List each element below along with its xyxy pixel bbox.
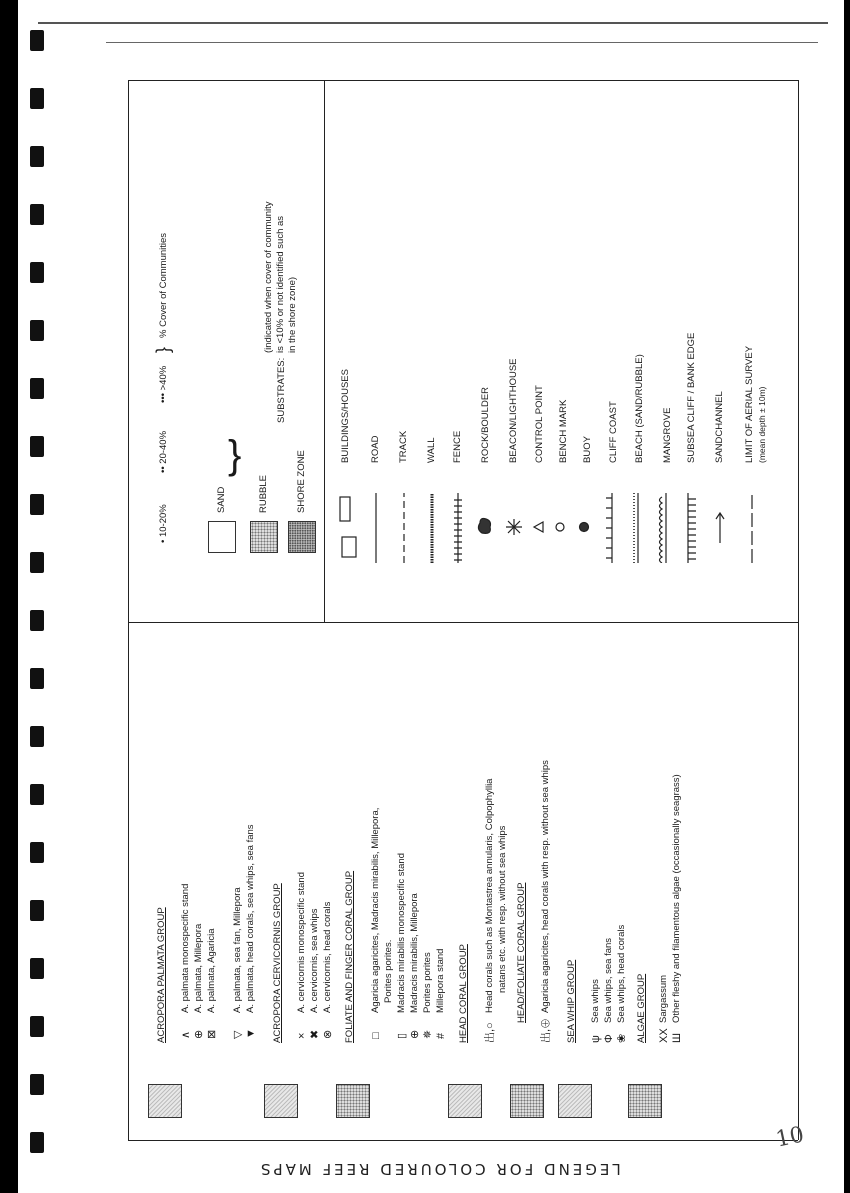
cover-10-20: • 10-20% bbox=[158, 504, 169, 543]
map-symbols bbox=[336, 493, 776, 563]
legend-item: Sea whips bbox=[590, 979, 601, 1023]
legend-item: A. palmata, sea fan, Millepora bbox=[232, 887, 243, 1013]
icon-palmata-5: ▼ bbox=[245, 1028, 257, 1039]
substrate-brace: } bbox=[228, 433, 242, 477]
bench-mark-icon bbox=[556, 523, 564, 531]
legend-item: Sea whips, head corals bbox=[616, 924, 627, 1023]
symbol-label: ROCK/BOULDER bbox=[480, 386, 491, 463]
substrates-note: in the shore zone) bbox=[287, 276, 298, 353]
icon-algae-1: ХХ bbox=[658, 1028, 670, 1043]
swatch-sea-whip bbox=[558, 1084, 592, 1118]
icon-head-foliate: 出,⊕ bbox=[540, 1017, 552, 1043]
icon-sea-whip-1: ψ bbox=[590, 1035, 602, 1043]
legend-item: A. palmata monospecific stand bbox=[180, 883, 191, 1013]
icon-sea-whip-3: ❀ bbox=[616, 1033, 628, 1043]
substrate-rubble: RUBBLE bbox=[258, 474, 269, 513]
swatch-sand bbox=[208, 521, 236, 553]
cover-label: % Cover of Communities bbox=[158, 232, 169, 338]
icon-foliate-1: □ bbox=[370, 1032, 382, 1039]
symbol-label: CONTROL POINT bbox=[534, 385, 545, 463]
heading-head-foliate: HEAD/FOLIATE CORAL GROUP bbox=[516, 882, 527, 1023]
heading-algae: ALGAE GROUP bbox=[636, 973, 647, 1043]
limit-note: (mean depth ± 10m) bbox=[757, 386, 767, 463]
legend-item: A. palmata, head corals, sea whips, sea fans bbox=[245, 824, 256, 1013]
symbol-label: SANDCHANNEL bbox=[714, 391, 725, 463]
page-number: 10 bbox=[773, 1122, 807, 1153]
heading-acropora-cervicornis: ACROPORA CERVICORNIS GROUP bbox=[272, 883, 283, 1043]
sandchannel-arrow-icon bbox=[716, 513, 724, 543]
heading-sea-whip: SEA WHIP GROUP bbox=[566, 959, 577, 1043]
swatch-algae bbox=[628, 1084, 662, 1118]
icon-palmata-2: ⊕ bbox=[193, 1029, 205, 1039]
legend-item: Porites porites bbox=[422, 952, 433, 1013]
swatch-head-foliate bbox=[510, 1084, 544, 1118]
legend-item: Head corals such as Montastrea annularis, Colpophyllia bbox=[484, 778, 495, 1013]
substrates-note: is <10% or not identified such as bbox=[275, 215, 286, 353]
substrates-label: SUBSTRATES: bbox=[276, 357, 287, 423]
icon-cervicornis-1: × bbox=[296, 1032, 308, 1039]
symbol-label: FENCE bbox=[452, 430, 463, 463]
symbol-label: ROAD bbox=[370, 435, 381, 463]
limit-label: LIMIT OF AERIAL SURVEY bbox=[744, 345, 755, 463]
symbol-label: CLIFF COAST bbox=[608, 401, 619, 463]
substrates-note: (indicated when cover of community bbox=[263, 201, 274, 353]
icon-foliate-5: ✵ bbox=[422, 1029, 434, 1039]
legend-item: Agaricia agaricites, Madracis mirabilis, Millepora, bbox=[370, 807, 381, 1013]
icon-head-coral: 出,○ bbox=[484, 1022, 496, 1043]
rock-icon bbox=[478, 519, 490, 534]
substrate-sand: SAND bbox=[216, 486, 227, 513]
cover-20-40: •• 20-40% bbox=[158, 430, 169, 473]
legend-item: Millepora stand bbox=[435, 948, 446, 1013]
symbol-label: BUOY bbox=[582, 436, 593, 463]
legend-item: A. cervicornis, sea whips bbox=[309, 908, 320, 1013]
symbol-label: BUILDINGS/HOUSES bbox=[340, 369, 351, 463]
control-point-icon bbox=[534, 522, 543, 532]
symbol-label: BEACON/LIGHTHOUSE bbox=[508, 358, 519, 463]
icon-foliate-4: ⊕ bbox=[409, 1029, 421, 1039]
icon-palmata-3: ⊠ bbox=[206, 1029, 218, 1039]
symbol-label: SUBSEA CLIFF / BANK EDGE bbox=[686, 332, 697, 463]
legend-item: Sargassum bbox=[658, 974, 669, 1023]
symbol-label: BENCH MARK bbox=[558, 399, 569, 463]
cover-brace: } bbox=[153, 346, 173, 353]
swatch-acropora-palmata bbox=[148, 1084, 182, 1118]
buoy-icon bbox=[580, 523, 589, 532]
swatch-shore-zone bbox=[288, 521, 316, 553]
swatch-rubble bbox=[250, 521, 278, 553]
beacon-icon bbox=[506, 519, 522, 535]
icon-cervicornis-3: ⊗ bbox=[322, 1029, 334, 1039]
symbol-label: MANGROVE bbox=[662, 407, 673, 463]
icon-algae-2: Ш bbox=[671, 1032, 683, 1043]
swatch-foliate-finger bbox=[336, 1084, 370, 1118]
cover-40-plus: ••• >40% bbox=[158, 365, 169, 403]
swatch-head-coral bbox=[448, 1084, 482, 1118]
legend-item: Porites porites. bbox=[383, 939, 394, 1003]
symbol-label: TRACK bbox=[398, 430, 409, 463]
icon-foliate-3: ▯ bbox=[396, 1032, 408, 1039]
legend-item: Sea whips, sea fans bbox=[603, 937, 614, 1023]
document-page bbox=[18, 0, 844, 1193]
legend-item: A. cervicornis, head corals bbox=[322, 901, 333, 1013]
legend-item: Other fleshy and filamentous algae (occasionally seagrass) bbox=[671, 774, 682, 1023]
legend-item: Madracis mirabilis, Millepora bbox=[409, 893, 420, 1013]
icon-foliate-6: # bbox=[435, 1032, 447, 1039]
rotated-legend bbox=[18, 0, 844, 1193]
legend-item: A. palmata, Millepora bbox=[193, 923, 204, 1013]
legend-item: Madracis mirabilis monospecific stand bbox=[396, 853, 407, 1013]
building-icon bbox=[342, 537, 356, 557]
legend-item: A. cervicornis monospecific stand bbox=[296, 872, 307, 1013]
icon-palmata-1: ∧ bbox=[180, 1030, 192, 1039]
legend-item: natans etc. with resp. without sea whips bbox=[497, 825, 508, 993]
legend-item: Agaricia agaricites, head corals with resp. without sea whips bbox=[540, 760, 551, 1013]
icon-cervicornis-2: ✖ bbox=[309, 1029, 321, 1039]
legend-item: A. palmata, Agaricia bbox=[206, 928, 217, 1013]
symbol-label: BEACH (SAND/RUBBLE) bbox=[634, 354, 645, 463]
house-icon bbox=[340, 497, 350, 521]
icon-palmata-4: ▽ bbox=[232, 1030, 244, 1039]
heading-head-coral: HEAD CORAL GROUP bbox=[458, 944, 469, 1043]
heading-foliate-finger: FOLIATE AND FINGER CORAL GROUP bbox=[344, 870, 355, 1043]
swatch-acropora-cervicornis bbox=[264, 1084, 298, 1118]
heading-acropora-palmata: ACROPORA PALMATA GROUP bbox=[156, 907, 167, 1043]
substrate-shore-zone: SHORE ZONE bbox=[296, 450, 307, 513]
icon-sea-whip-2: Φ bbox=[603, 1034, 615, 1043]
symbol-label: WALL bbox=[426, 437, 437, 463]
page-title: LEGEND FOR COLOURED REEF MAPS bbox=[258, 1160, 621, 1178]
